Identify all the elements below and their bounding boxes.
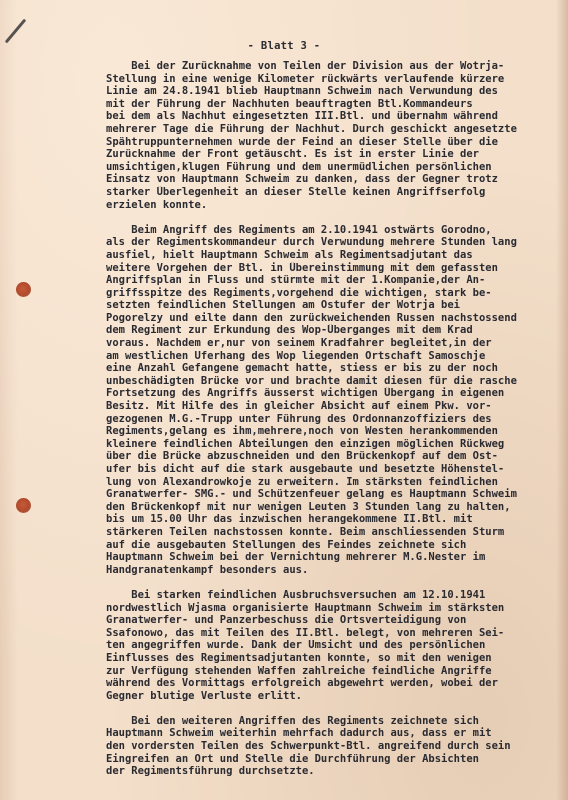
text-line: Granatwerfer- und Panzerbeschuss die Ortsverteidigung von (106, 614, 467, 627)
text-line: zur Verfügung stehenden Waffen zahlreiche feindliche Angriffe (106, 664, 492, 677)
text-line: über die Brücke abzuschneiden und den Brückenkopf auf dem Ost- (106, 450, 498, 463)
punch-hole-top (16, 282, 31, 297)
text-line: während des Vormittags erfolgreich abgewehrt werden, wobei der (106, 677, 498, 690)
paragraph (106, 715, 552, 778)
text-line: den vordersten Teilen des Schwerpunkt-Btl. angreifend durch sein (106, 740, 511, 753)
text-line: Fortsetzung des Angriffs äusserst wichtigen Übergang in eigenen (106, 387, 505, 400)
text-line: Besitz. Mit Hilfe des in gleicher Absicht auf einem Pkw. vor- (106, 400, 492, 413)
text-line: unbeschädigten Brücke vor und brachte damit diesen für die rasche (106, 374, 517, 387)
text-line: Hauptmann Schweim weiterhin mehrfach dadurch aus, dass er mit (106, 727, 492, 740)
text-line: Beim Angriff des Regiments am 2.10.1941 ostwärts Gorodno, (106, 223, 492, 236)
text-line: mehrerer Tage die Führung der Nachhut. Durch geschickt angesetzte (106, 122, 517, 135)
sheet-number-header: - Blatt 3 - (247, 40, 321, 52)
text-line: Granatwerfer- SMG.- und Schützenfeuer gelang es Hauptmann Schweim (106, 488, 517, 501)
text-line: Zurücknahme der Front getäuscht. Es ist in erster Linie der (106, 148, 479, 161)
text-line: Bei starken feindlichen Ausbruchsversuchen am 12.10.1941 (106, 588, 486, 601)
text-line: Bei der Zurücknahme von Teilen der Division aus der Wotrja- (106, 60, 505, 72)
text-line: Spähtruppunternehmen wurde der Feind an dieser Stelle über die (106, 135, 498, 148)
text-line: auf die ausgebauten Stellungen des Feindes zeichnete sich (106, 538, 467, 551)
text-line: gezogenen M.G.-Trupp unter Führung des Ordonnanzoffiziers des (106, 412, 492, 425)
text-line: erzielen konnte. (106, 198, 208, 211)
document-body (106, 60, 552, 778)
text-line: bis um 15.00 Uhr das inzwischen herangekommene II.Btl. mit (106, 513, 473, 526)
text-line: voraus. Nachdem er,nur von seinem Kradfahrer begleitet,in der (106, 337, 492, 350)
paragraph (106, 224, 552, 577)
text-line: ten angegriffen wurde. Dank der Umsicht und des persönlichen (106, 639, 486, 652)
text-line: der Regimentsführung durchsetzte. (106, 765, 315, 778)
text-line: griffsspitze des Regiments,vorgehend die wichtigen, stark be- (106, 286, 492, 299)
text-line: kleinere feindlichen Abteilungen den einzigen möglichen Rückweg (106, 437, 505, 450)
text-line: Pogorelzy und eilte dann den zurückweichenden Russen nachstossend (106, 311, 517, 324)
text-line: weitere Vorgehen der Btl. in Übereinstimmung mit dem gefassten (106, 261, 498, 274)
text-line: eine Anzahl Gefangene gemacht hatte, stiess er bis zu der noch (106, 362, 498, 375)
text-line: ausfiel, hielt Hauptmann Schweim als Regimentsadjutant das (106, 248, 473, 261)
text-line: setzten feindlichen Stellungen am Ostufer der Wotrja bei (106, 299, 461, 312)
text-line: nordwestlich Wjasma organisierte Hauptmann Schweim im stärksten (106, 601, 505, 614)
text-line: Handgranatenkampf besonders aus. (106, 563, 309, 576)
text-line: lung von Alexandrowkoje zu erweitern. Im stärksten feindlichen (106, 475, 498, 488)
text-line: stärkeren Teilen nachstossen konnte. Beim anschliessenden Sturm (106, 525, 505, 538)
text-line: Einflusses des Regimentsadjutanten konnte, so mit den wenigen (106, 651, 492, 664)
text-line: bei dem als Nachhut eingesetzten III.Btl. und übernahm während (106, 110, 498, 123)
text-line: den Brückenkopf mit nur wenigen Leuten 3 Stunden lang zu halten, (106, 500, 511, 513)
text-line: Linie am 24.8.1941 blieb Hauptmann Schweim nach Verwundung des (106, 85, 498, 98)
paragraph (106, 60, 552, 211)
text-line: umsichtigen,klugen Führung und dem unermüdlichen persönlichen (106, 160, 492, 173)
text-line: als der Regimentskommandeur durch Verwundung mehrere Stunden lang (106, 236, 517, 249)
text-line: Stellung in eine wenige Kilometer rückwärts verlaufende kürzere (106, 72, 505, 85)
text-line: dem Regiment zur Erkundung des Wop-Überganges mit dem Krad (106, 324, 473, 337)
text-line: Regiments,gelang es ihm,mehrere,noch von Westen herankommenden (106, 425, 498, 438)
paragraph (106, 589, 552, 702)
text-line: Bei den weiteren Angriffen des Regiments zeichnete sich (106, 714, 479, 727)
text-line: ufer bis dicht auf die stark ausgebaute und besetzte Höhenstel- (106, 463, 505, 475)
text-line: am westlichen Uferhang des Wop liegenden Ortschaft Samoschje (106, 349, 486, 362)
text-line: Ssafonowo, das mit Teilen des II.Btl. belegt, von mehreren Sei- (106, 626, 505, 639)
text-line: mit der Führung der Nachhuten beauftragten Btl.Kommandeurs (106, 97, 473, 110)
text-line: Hauptmann Schweim bei der Vernichtung mehrerer M.G.Nester im (106, 551, 486, 564)
text-line: starker Überlegenheit an dieser Stelle keinen Angriffserfolg (106, 185, 486, 198)
text-line: Eingreifen an Ort und Stelle die Durchführung der Absichten (106, 752, 479, 765)
text-line: Einsatz von Hauptmann Schweim zu danken, dass der Gegner trotz (106, 173, 498, 186)
text-line: Gegner blutige Verluste erlitt. (106, 689, 302, 702)
text-line: Angriffsplan in Fluss und stürmte mit der 1.Kompanie,der An- (106, 274, 486, 287)
punch-hole-bottom (16, 498, 31, 513)
